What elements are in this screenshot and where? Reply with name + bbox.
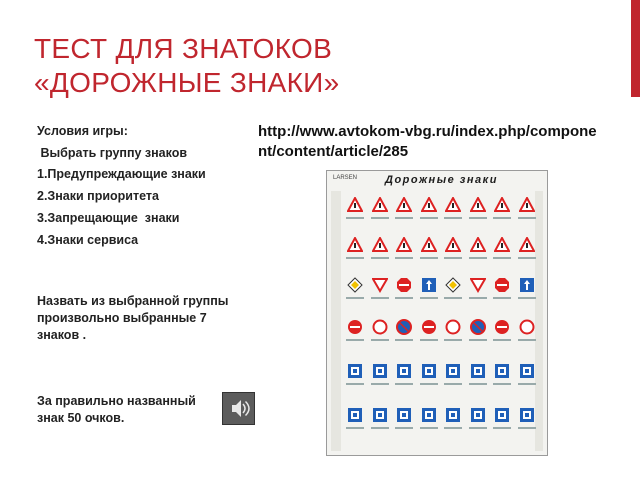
poster-logo: LARSEN	[333, 175, 358, 181]
sound-button[interactable]	[222, 392, 255, 425]
rules-heading: Условия игры:	[37, 124, 128, 138]
warning-sign-icon	[347, 237, 363, 253]
warning-sign-icon	[421, 237, 437, 253]
source-link[interactable]: http://www.avtokom-vbg.ru/index.php/component/content/article/285	[258, 123, 597, 160]
service-sign-icon	[519, 407, 535, 423]
group-item-service: 4.Знаки сервиса	[37, 233, 139, 247]
sign-caption-line	[444, 339, 462, 341]
priority-sign-icon	[494, 277, 510, 293]
prohibitory-sign-icon	[396, 319, 412, 335]
rules-choose-group: Выбрать группу знаков	[37, 146, 188, 160]
prohibitory-sign-icon	[519, 319, 535, 335]
service-sign-icon	[396, 363, 412, 379]
warning-sign-icon	[445, 237, 461, 253]
service-sign-icon	[494, 363, 510, 379]
service-sign-icon	[347, 363, 363, 379]
title-line-1: ТЕСТ ДЛЯ ЗНАТОКОВ	[34, 33, 333, 64]
warning-sign-icon	[347, 197, 363, 213]
warning-sign-icon	[494, 197, 510, 213]
prohibitory-sign-icon	[445, 319, 461, 335]
service-sign-icon	[372, 363, 388, 379]
group-item-priority: 2.Знаки приоритета	[37, 189, 159, 203]
sign-caption-line	[493, 257, 511, 259]
sign-caption-line	[371, 427, 389, 429]
prohibitory-sign-icon	[421, 319, 437, 335]
sign-caption-line	[444, 427, 462, 429]
accent-side-bar	[631, 0, 640, 97]
sign-caption-line	[469, 297, 487, 299]
sign-caption-line	[395, 297, 413, 299]
sign-caption-line	[469, 427, 487, 429]
warning-sign-icon	[396, 237, 412, 253]
sign-caption-line	[518, 297, 536, 299]
sign-caption-line	[395, 217, 413, 219]
group-item-warning: 1.Предупреждающие знаки	[37, 167, 206, 181]
priority-sign-icon	[372, 277, 388, 293]
sign-caption-line	[346, 257, 364, 259]
sign-caption-line	[420, 297, 438, 299]
sign-caption-line	[493, 217, 511, 219]
sign-caption-line	[493, 297, 511, 299]
service-sign-icon	[396, 407, 412, 423]
sign-caption-line	[346, 217, 364, 219]
sign-caption-line	[420, 257, 438, 259]
sign-caption-line	[469, 217, 487, 219]
sign-caption-line	[444, 297, 462, 299]
sign-caption-line	[395, 257, 413, 259]
sign-caption-line	[518, 339, 536, 341]
service-sign-icon	[421, 407, 437, 423]
title-line-2: «ДОРОЖНЫЕ ЗНАКИ»	[34, 67, 340, 98]
sign-caption-line	[518, 257, 536, 259]
warning-sign-icon	[372, 197, 388, 213]
service-sign-icon	[445, 363, 461, 379]
slide-title	[34, 32, 339, 100]
sign-caption-line	[420, 339, 438, 341]
sign-caption-line	[493, 427, 511, 429]
sign-caption-line	[371, 257, 389, 259]
warning-sign-icon	[519, 237, 535, 253]
sign-caption-line	[444, 217, 462, 219]
sign-caption-line	[469, 383, 487, 385]
prohibitory-sign-icon	[347, 319, 363, 335]
poster-side-strip	[331, 191, 341, 451]
priority-sign-icon	[347, 277, 363, 293]
warning-sign-icon	[470, 197, 486, 213]
sign-caption-line	[371, 217, 389, 219]
priority-sign-icon	[470, 277, 486, 293]
rules-score: За правильно названный знак 50 очков.	[37, 394, 196, 425]
service-sign-icon	[470, 363, 486, 379]
sign-caption-line	[444, 257, 462, 259]
prohibitory-sign-icon	[470, 319, 486, 335]
sign-caption-line	[346, 339, 364, 341]
sign-caption-line	[371, 297, 389, 299]
sign-caption-line	[493, 339, 511, 341]
warning-sign-icon	[421, 197, 437, 213]
sign-caption-line	[518, 383, 536, 385]
sign-caption-line	[518, 427, 536, 429]
service-sign-icon	[494, 407, 510, 423]
sign-caption-line	[469, 257, 487, 259]
sign-caption-line	[420, 427, 438, 429]
sign-caption-line	[346, 427, 364, 429]
warning-sign-icon	[372, 237, 388, 253]
service-sign-icon	[421, 363, 437, 379]
poster-title: Дорожные знаки	[385, 174, 498, 186]
rules-task: Назвать из выбранной группы произвольно выбранные 7 знаков .	[37, 294, 229, 342]
sign-caption-line	[469, 339, 487, 341]
service-sign-icon	[470, 407, 486, 423]
warning-sign-icon	[396, 197, 412, 213]
sign-caption-line	[420, 383, 438, 385]
sign-caption-line	[346, 383, 364, 385]
priority-sign-icon	[421, 277, 437, 293]
sign-caption-line	[346, 297, 364, 299]
warning-sign-icon	[470, 237, 486, 253]
service-sign-icon	[445, 407, 461, 423]
prohibitory-sign-icon	[372, 319, 388, 335]
sign-caption-line	[518, 217, 536, 219]
priority-sign-icon	[445, 277, 461, 293]
sign-caption-line	[395, 427, 413, 429]
warning-sign-icon	[519, 197, 535, 213]
sign-caption-line	[444, 383, 462, 385]
road-signs-poster	[326, 170, 548, 456]
sign-caption-line	[420, 217, 438, 219]
priority-sign-icon	[519, 277, 535, 293]
priority-sign-icon	[396, 277, 412, 293]
service-sign-icon	[347, 407, 363, 423]
service-sign-icon	[372, 407, 388, 423]
warning-sign-icon	[494, 237, 510, 253]
sign-caption-line	[395, 383, 413, 385]
sign-caption-line	[371, 383, 389, 385]
poster-side-strip-right	[535, 191, 543, 451]
prohibitory-sign-icon	[494, 319, 510, 335]
group-item-prohibitory: 3.Запрещающие знаки	[37, 211, 180, 225]
sign-caption-line	[371, 339, 389, 341]
warning-sign-icon	[445, 197, 461, 213]
speaker-sound-icon	[223, 393, 254, 424]
service-sign-icon	[519, 363, 535, 379]
sign-caption-line	[493, 383, 511, 385]
sign-caption-line	[395, 339, 413, 341]
